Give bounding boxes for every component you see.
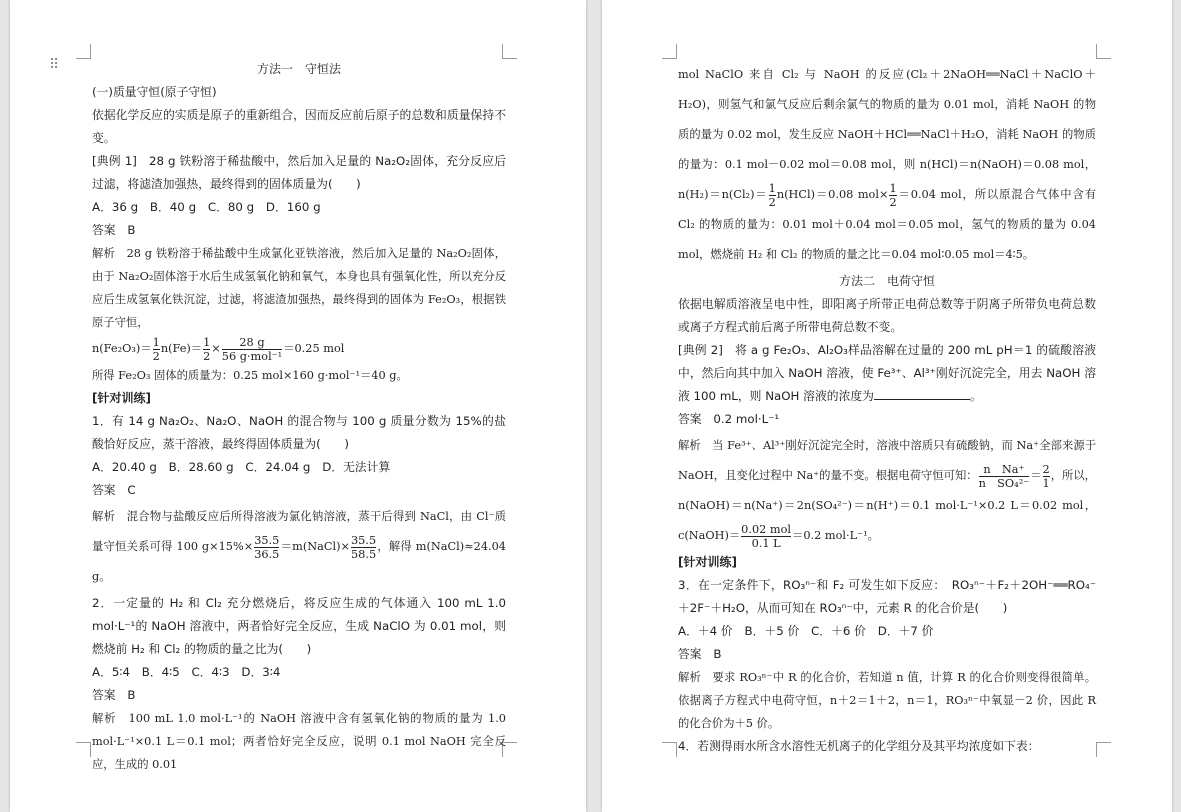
crop-mark-bottom-right bbox=[1096, 742, 1111, 757]
question-3-options: A．＋4 价 B．＋5 价 C．＋6 价 D．＋7 价 bbox=[678, 624, 934, 638]
fraction-denominator: 2 bbox=[768, 195, 776, 209]
crop-mark-top-right bbox=[502, 44, 517, 59]
fraction bbox=[351, 534, 376, 561]
question-2: 2．一定量的 H₂ 和 Cl₂ 充分燃烧后，将反应生成的气体通入 100 mL 1.0 mol·L⁻¹的 NaOH 溶液中，两者恰好完全反应，生成 NaClO 为 0.01 mol，则燃烧前 H₂ 和 Cl₂ 的物质的量之比为( ) bbox=[92, 596, 506, 656]
question-1-answer: 答案 C bbox=[92, 483, 136, 497]
example-2-text: [典例 2] 将 a g Fe₂O₃、Al₂O₃样品溶解在过量的 200 mL pH＝1 的硫酸溶液中，然后向其中加入 NaOH 溶液，使 Fe³⁺、Al³⁺刚好沉淀完全，用去 NaOH 溶液 100 mL，则 NaOH 溶液的浓度为 bbox=[678, 343, 1096, 403]
continuation-paragraph bbox=[678, 60, 1096, 270]
fraction-numerator: 1 bbox=[152, 335, 160, 349]
example-2-question bbox=[678, 339, 1096, 408]
fraction-denominator: n SO₄²⁻ bbox=[978, 476, 1030, 490]
question-3-explanation: 解析 要求 RO₃ⁿ⁻中 R 的化合价，若知道 n 值，计算 R 的化合价则变得很简单。依据离子方程式中电荷守恒，n＋2＝1＋2，n＝1，RO₃ⁿ⁻中氧显－2 价，因此 R 的化合价为＋5 价。 bbox=[678, 671, 1096, 730]
fraction-numerator: 28 g bbox=[239, 335, 265, 349]
question-3: 3．在一定条件下，RO₃ⁿ⁻和 F₂ 可发生如下反应： RO₃ⁿ⁻＋F₂＋2OH⁻══RO₄⁻＋2F⁻＋H₂O，从而可知在 RO₃ⁿ⁻中，元素 R 的化合价是( ) bbox=[678, 578, 1096, 615]
question-1: 1．有 14 g Na₂O₂、Na₂O、NaOH 的混合物与 100 g 质量分数为 15%的盐酸恰好反应，蒸干溶液，最终得固体质量为( ) bbox=[92, 414, 506, 451]
drill-heading-2: [针对训练] bbox=[678, 555, 737, 569]
calc-times: × bbox=[211, 342, 221, 355]
crop-mark-top-left bbox=[76, 44, 91, 59]
fraction-numerator: 35.5 bbox=[350, 533, 377, 547]
fraction-numerator: 35.5 bbox=[254, 533, 280, 547]
fraction-denominator: 58.5 bbox=[350, 547, 377, 561]
fraction-denominator: 1 bbox=[1042, 476, 1050, 490]
continuation-middle: n(HCl)＝0.08 mol× bbox=[776, 188, 889, 201]
fraction-denominator: 2 bbox=[203, 349, 211, 363]
example-2-explanation bbox=[678, 431, 1096, 551]
drag-handle-icon[interactable]: ⠿ bbox=[49, 57, 61, 73]
calc-result: ＝0.25 mol bbox=[283, 342, 345, 355]
example-1-explanation: 解析 28 g 铁粉溶于稀盐酸中生成氯化亚铁溶液，然后加入足量的 Na₂O₂固体，由于 Na₂O₂固体溶于水后生成氢氧化钠和氧气，本身也具有强氧化性，所以充分反应后生成氢氧化铁沉淀，过滤，将滤渣加强热，最终得到的固体为 Fe₂O₃，根据铁原子守恒， bbox=[92, 247, 506, 329]
fraction bbox=[254, 534, 279, 561]
fraction-numerator: 2 bbox=[1042, 462, 1050, 476]
fraction bbox=[889, 182, 896, 209]
fraction-numerator: 1 bbox=[768, 181, 776, 195]
method-title: 方法一 守恒法 bbox=[256, 62, 341, 76]
crop-mark-bottom-left bbox=[76, 742, 91, 757]
question-2-options: A．5∶4 B．4∶5 C．4∶3 D．3∶4 bbox=[92, 665, 281, 679]
fraction-denominator: 36.5 bbox=[254, 547, 280, 561]
example-1-answer: 答案 B bbox=[92, 223, 136, 237]
fraction bbox=[769, 182, 776, 209]
page-content-left bbox=[92, 58, 506, 776]
question-1-explanation bbox=[92, 502, 506, 592]
fraction-numerator: 1 bbox=[203, 335, 211, 349]
question-2-answer: 答案 B bbox=[92, 688, 136, 702]
drill-heading: [针对训练] bbox=[92, 391, 151, 405]
continuation-end: ＝0.04 mol，所以原混合气体中含有 Cl₂ 的物质的量为：0.01 mol＋0.04 mol＝0.05 mol，氢气的物质的量为 0.04 mol，燃烧前 H₂ 和 Cl₂ 的物质的量之比＝0.04 mol∶0.05 mol＝4∶5。 bbox=[678, 188, 1096, 261]
equals-sign: ＝ bbox=[1030, 469, 1042, 482]
example-1-options: A．36 g B．40 g C．80 g D．160 g bbox=[92, 200, 321, 214]
page-content-right bbox=[678, 60, 1096, 758]
fraction bbox=[203, 336, 210, 363]
example-2-answer: 答案 0.2 mol·L⁻¹ bbox=[678, 412, 780, 426]
explanation-middle: ，所以，n(NaOH)＝n(Na⁺)＝2n(SO₄²⁻)＝n(H⁺)＝0.1 mol·L⁻¹×0.2 L＝0.02 mol，c(NaOH)＝ bbox=[678, 469, 1096, 542]
document-page-left bbox=[10, 0, 586, 812]
fraction bbox=[222, 336, 282, 363]
fraction-denominator: 2 bbox=[889, 195, 897, 209]
fraction-denominator: 56 g·mol⁻¹ bbox=[221, 349, 283, 363]
fraction-numerator: 1 bbox=[889, 181, 897, 195]
continuation-text: mol NaClO 来自 Cl₂ 与 NaOH 的反应(Cl₂＋2NaOH══NaCl＋NaClO＋H₂O)，则氢气和氯气反应后剩余氯气的物质的量为 0.01 mol，消耗 NaOH 的物质的量为 0.02 mol，发生反应 NaOH＋HCl══NaCl＋H₂O，消耗 NaOH 的物质的量为：0.1 mol－0.02 mol＝0.08 mol，则 n(HCl)＝n(NaOH)＝0.08 mol，n(H₂)＝n(Cl₂)＝ bbox=[678, 68, 1096, 201]
fraction-numerator: 0.02 mol bbox=[741, 522, 792, 536]
explanation-middle: ＝m(NaCl)× bbox=[280, 540, 350, 553]
explanation-text: 解析 混合物与盐酸反应后所得溶液为氯化钠溶液，蒸干后得到 NaCl，由 Cl⁻质量守恒关系可得 100 g×15%× bbox=[92, 510, 506, 553]
question-3-answer: 答案 B bbox=[678, 647, 722, 661]
fraction bbox=[741, 523, 791, 550]
question-1-options: A．20.40 g B．28.60 g C．24.04 g D．无法计算 bbox=[92, 460, 391, 474]
explanation-end: ＝0.2 mol·L⁻¹。 bbox=[792, 529, 879, 542]
section-heading: (一)质量守恒(原子守恒) bbox=[92, 85, 217, 99]
crop-mark-top-right bbox=[1096, 44, 1111, 59]
intro-paragraph: 依据化学反应的实质是原子的重新组合，因而反应前后原子的总数和质量保持不变。 bbox=[92, 108, 506, 145]
fraction-denominator: 2 bbox=[152, 349, 160, 363]
example-2-end: 。 bbox=[969, 389, 982, 403]
method-title-2: 方法二 电荷守恒 bbox=[838, 274, 935, 288]
document-page-right bbox=[602, 0, 1172, 812]
explanation-end: ，解得 m(NaCl)≈24.04 g。 bbox=[92, 540, 506, 583]
calc-prefix: n(Fe₂O₃)＝ bbox=[92, 342, 152, 355]
explanation-text: 解析 当 Fe³⁺、Al³⁺刚好沉淀完全时，溶液中溶质只有硫酸钠，而 Na⁺全部来源于 NaOH，且变化过程中 Na⁺的量不变。根据电荷守恒可知： bbox=[678, 439, 1096, 482]
fraction-denominator: 0.1 L bbox=[741, 536, 791, 550]
calc-middle: n(Fe)＝ bbox=[160, 342, 203, 355]
example-1-calculation bbox=[92, 334, 506, 364]
intro-paragraph-2: 依据电解质溶液呈电中性，即阳离子所带正电荷总数等于阴离子所带负电荷总数或离子方程式前后离子所带电荷总数不变。 bbox=[678, 297, 1096, 334]
fraction bbox=[979, 463, 1030, 490]
example-1-question: [典例 1] 28 g 铁粉溶于稀盐酸中，然后加入足量的 Na₂O₂固体，充分反应后过滤，将滤渣加强热，最终得到的固体质量为( ) bbox=[92, 154, 506, 191]
crop-mark-top-left bbox=[662, 44, 677, 59]
answer-blank bbox=[874, 385, 970, 400]
fraction-numerator: n Na⁺ bbox=[983, 462, 1025, 476]
question-2-explanation: 解析 100 mL 1.0 mol·L⁻¹的 NaOH 溶液中含有氢氧化钠的物质的量为 1.0 mol·L⁻¹×0.1 L＝0.1 mol；两者恰好完全反应，说明 0.1 mol NaOH 完全反应，生成的 0.01 bbox=[92, 712, 506, 771]
crop-mark-bottom-left bbox=[662, 742, 677, 757]
question-4: 4．若测得雨水所含水溶性无机离子的化学组分及其平均浓度如下表： bbox=[678, 739, 1040, 753]
fraction bbox=[1043, 463, 1050, 490]
fraction bbox=[153, 336, 160, 363]
example-1-final: 所得 Fe₂O₃ 固体的质量为：0.25 mol×160 g·mol⁻¹＝40 g。 bbox=[92, 369, 408, 382]
